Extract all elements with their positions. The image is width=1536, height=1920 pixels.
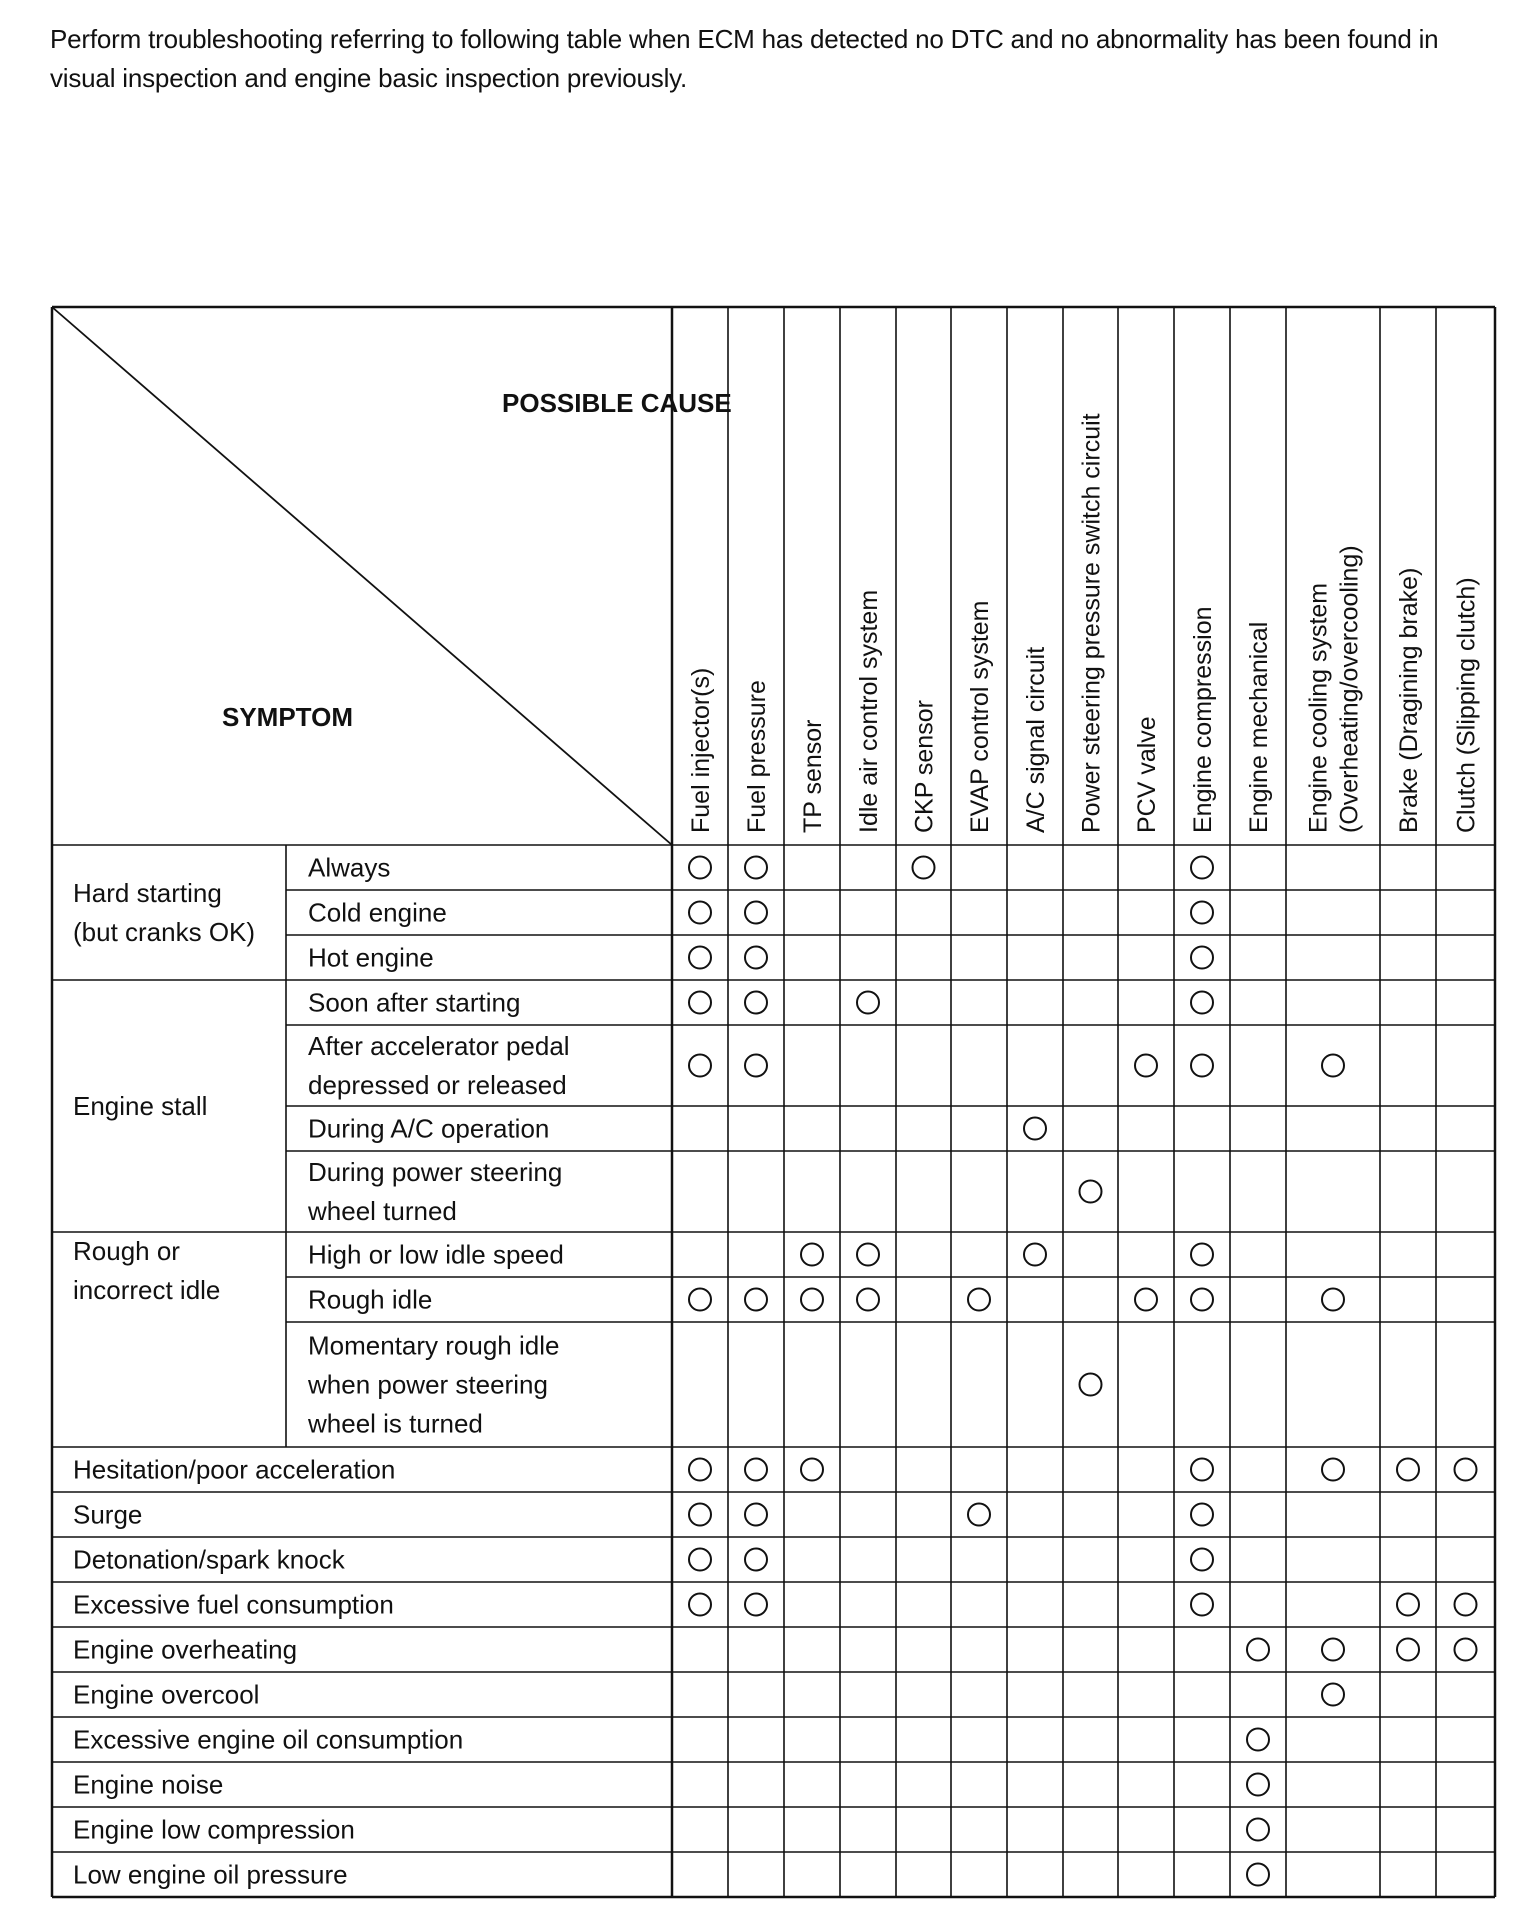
cause-mark xyxy=(857,992,879,1014)
symptom-label: After accelerator pedal xyxy=(308,1031,570,1061)
cause-mark xyxy=(1247,1639,1269,1661)
cause-mark xyxy=(1322,1684,1344,1706)
cause-mark xyxy=(1191,1504,1213,1526)
cause-mark xyxy=(801,1289,823,1311)
cause-mark xyxy=(1135,1055,1157,1077)
symptom-label: During A/C operation xyxy=(308,1113,550,1144)
symptom-label: Momentary rough idle xyxy=(308,1330,560,1361)
cause-mark xyxy=(1247,1864,1269,1886)
symptom-label: Hesitation/poor acceleration xyxy=(73,1454,396,1485)
cause-mark xyxy=(1397,1459,1419,1481)
symptom-label: wheel turned xyxy=(308,1196,457,1226)
symptom-group-label: (but cranks OK) xyxy=(73,917,256,947)
cause-mark xyxy=(1322,1055,1344,1077)
symptom-label: Detonation/spark knock xyxy=(73,1544,345,1575)
cause-mark xyxy=(1397,1639,1419,1661)
cause-mark xyxy=(1024,1118,1046,1140)
cause-mark xyxy=(745,1594,767,1616)
symptom-label: Cold engine xyxy=(308,897,447,928)
cause-mark xyxy=(1455,1639,1477,1661)
symptom-label: Engine overcool xyxy=(73,1679,260,1710)
cause-mark xyxy=(1322,1289,1344,1311)
cause-mark xyxy=(1397,1594,1419,1616)
cause-mark xyxy=(1455,1594,1477,1616)
column-header-3: TP sensor xyxy=(799,719,827,833)
column-header-10: Engine compression xyxy=(1189,606,1217,833)
column-header-7: A/C signal circuit xyxy=(1022,646,1050,833)
cause-mark xyxy=(968,1504,990,1526)
header-symptom: SYMPTOM xyxy=(222,702,353,732)
cause-mark xyxy=(913,857,935,879)
cause-mark xyxy=(745,1459,767,1481)
cause-mark xyxy=(1455,1459,1477,1481)
column-header-12: Engine cooling system xyxy=(1304,582,1333,833)
symptom-label: Engine noise xyxy=(73,1769,224,1800)
symptom-label: Soon after starting xyxy=(308,987,521,1018)
symptom-label: Excessive fuel consumption xyxy=(73,1589,394,1620)
cause-mark xyxy=(1024,1244,1046,1266)
cause-mark xyxy=(801,1244,823,1266)
cause-mark xyxy=(1191,992,1213,1014)
cause-mark xyxy=(689,857,711,879)
symptom-label: Low engine oil pressure xyxy=(73,1859,348,1890)
cause-mark xyxy=(1247,1819,1269,1841)
cause-mark xyxy=(689,1055,711,1077)
cause-mark xyxy=(857,1289,879,1311)
symptom-label: when power steering xyxy=(308,1369,548,1400)
symptom-label: wheel is turned xyxy=(308,1408,483,1439)
cause-mark xyxy=(801,1459,823,1481)
intro-paragraph: Perform troubleshooting referring to following table when ECM has detected no DTC and no abnormality has been found in visual inspection and engine basic inspection previously. xyxy=(50,24,1439,93)
cause-mark xyxy=(689,902,711,924)
column-header-6: EVAP control system xyxy=(966,600,994,833)
cause-mark xyxy=(1191,902,1213,924)
symptom-group-label: Engine stall xyxy=(73,1091,208,1121)
cause-mark xyxy=(689,992,711,1014)
symptom-group-label: incorrect idle xyxy=(73,1275,221,1305)
cause-mark xyxy=(1191,1244,1213,1266)
symptom-label: Surge xyxy=(73,1499,143,1530)
cause-mark xyxy=(1135,1289,1157,1311)
symptom-group-label: Hard starting xyxy=(73,878,222,908)
cause-mark xyxy=(745,992,767,1014)
cause-mark xyxy=(689,1504,711,1526)
cause-mark xyxy=(1191,947,1213,969)
cause-mark xyxy=(1322,1639,1344,1661)
column-header-1: Fuel injector(s) xyxy=(687,667,715,833)
symptom-label: Rough idle xyxy=(308,1284,433,1315)
column-header-12: (Overheating/overcooling) xyxy=(1335,545,1364,833)
column-header-8: Power steering pressure switch circuit xyxy=(1077,413,1106,833)
cause-mark xyxy=(1080,1181,1102,1203)
column-header-9: PCV valve xyxy=(1133,716,1161,833)
cause-mark xyxy=(689,1594,711,1616)
cause-mark xyxy=(1191,1055,1213,1077)
symptom-label: Hot engine xyxy=(308,942,434,973)
cause-mark xyxy=(1191,1289,1213,1311)
symptom-group-label: Rough or xyxy=(73,1236,180,1266)
symptom-label: High or low idle speed xyxy=(308,1239,564,1270)
cause-mark xyxy=(745,1289,767,1311)
column-header-14: Clutch (Slipping clutch) xyxy=(1452,577,1481,833)
symptom-label: Excessive engine oil consumption xyxy=(73,1724,464,1755)
cause-mark xyxy=(689,1289,711,1311)
column-header-2: Fuel pressure xyxy=(743,680,771,833)
symptom-label: depressed or released xyxy=(308,1070,567,1100)
cause-mark xyxy=(745,1504,767,1526)
cause-mark xyxy=(745,947,767,969)
cause-mark xyxy=(1080,1374,1102,1396)
symptom-label: Always xyxy=(308,852,391,883)
cause-mark xyxy=(745,857,767,879)
column-header-11: Engine mechanical xyxy=(1245,621,1273,833)
symptom-label: Engine low compression xyxy=(73,1814,355,1845)
cause-mark xyxy=(857,1244,879,1266)
header-possible-cause: POSSIBLE CAUSE xyxy=(502,388,732,418)
cause-mark xyxy=(1191,857,1213,879)
cause-mark xyxy=(689,1459,711,1481)
column-header-13: Brake (Dragining brake) xyxy=(1395,567,1423,833)
cause-mark xyxy=(745,1055,767,1077)
column-header-4: Idle air control system xyxy=(855,589,883,833)
column-header-5: CKP sensor xyxy=(910,700,939,833)
symptom-label: During power steering xyxy=(308,1157,563,1187)
cause-mark xyxy=(689,947,711,969)
cause-mark xyxy=(1247,1729,1269,1751)
cause-mark xyxy=(745,902,767,924)
cause-mark xyxy=(1322,1459,1344,1481)
symptom-label: Engine overheating xyxy=(73,1634,298,1665)
cause-mark xyxy=(689,1549,711,1571)
cause-mark xyxy=(745,1549,767,1571)
cause-mark xyxy=(1247,1774,1269,1796)
cause-mark xyxy=(1191,1549,1213,1571)
cause-mark xyxy=(968,1289,990,1311)
cause-mark xyxy=(1191,1459,1213,1481)
cause-mark xyxy=(1191,1594,1213,1616)
